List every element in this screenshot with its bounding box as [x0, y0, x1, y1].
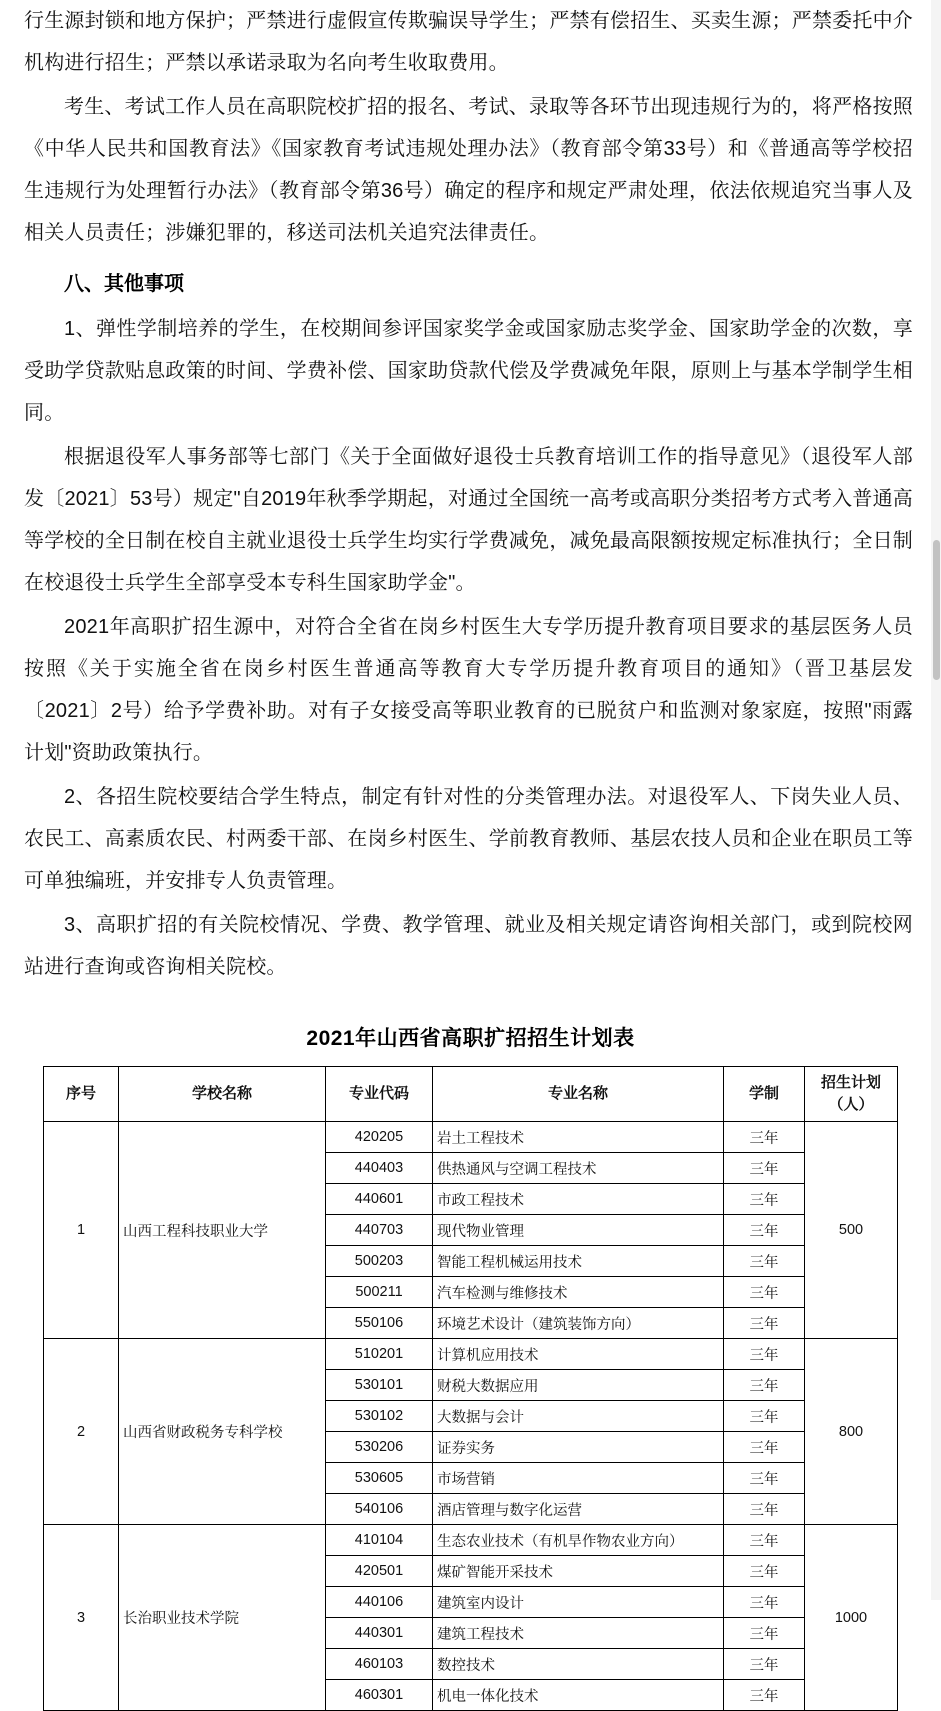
paragraph-continued: 行生源封锁和地方保护；严禁进行虚假宣传欺骗误导学生；严禁有偿招生、买卖生源；严禁委托中介机构进行招生；严禁以承诺录取为名向考生收取费用。 — [24, 10, 913, 74]
cell-major-name: 建筑室内设计 — [433, 1587, 724, 1618]
cell-major-name: 市场营销 — [433, 1463, 724, 1494]
cell-major-name: 岩土工程技术 — [433, 1122, 724, 1153]
cell-duration: 三年 — [724, 1556, 805, 1587]
enrollment-plan-table — [43, 1066, 898, 1711]
cell-duration: 三年 — [724, 1277, 805, 1308]
header-quota: 招生计划（人） — [805, 1067, 898, 1122]
item-3: 3、高职扩招的有关院校情况、学费、教学管理、就业及相关规定请咨询相关部门，或到院校网站进行查询或咨询相关院校。 — [24, 914, 913, 978]
cell-major-name: 建筑工程技术 — [433, 1618, 724, 1649]
cell-quota: 800 — [805, 1339, 898, 1525]
cell-major-name: 机电一体化技术 — [433, 1680, 724, 1711]
page-scrollbar[interactable] — [931, 0, 941, 1600]
cell-major-name: 汽车检测与维修技术 — [433, 1277, 724, 1308]
header-index: 序号 — [44, 1067, 119, 1122]
cell-duration: 三年 — [724, 1339, 805, 1370]
document-items — [0, 308, 941, 988]
cell-major-code: 500211 — [326, 1277, 433, 1308]
cell-duration: 三年 — [724, 1401, 805, 1432]
item-veterans-policy: 根据退役军人事务部等七部门《关于全面做好退役士兵教育培训工作的指导意见》（退役军人部发〔2021〕53号）规定"自2019年秋季学期起，对通过全国统一高考或高职分类招考方式考入普通高等学校的全日制在校自主就业退役士兵学生均实行学费减免，减免最高限额按规定标准执行；全日制在校退役士兵学生全部享受本专科生国家助学金"。 — [24, 446, 913, 594]
cell-duration: 三年 — [724, 1680, 805, 1711]
cell-major-name: 数控技术 — [433, 1649, 724, 1680]
cell-major-name: 大数据与会计 — [433, 1401, 724, 1432]
cell-major-code: 530206 — [326, 1432, 433, 1463]
cell-duration: 三年 — [724, 1122, 805, 1153]
cell-major-code: 440703 — [326, 1215, 433, 1246]
cell-major-code: 410104 — [326, 1525, 433, 1556]
header-duration: 学制 — [724, 1067, 805, 1122]
table-row — [44, 1339, 898, 1370]
header-major-name: 专业名称 — [433, 1067, 724, 1122]
cell-duration: 三年 — [724, 1649, 805, 1680]
section-heading-other-matters: 八、其他事项 — [64, 273, 184, 295]
cell-major-name: 煤矿智能开采技术 — [433, 1556, 724, 1587]
cell-duration: 三年 — [724, 1308, 805, 1339]
cell-school: 长治职业技术学院 — [119, 1525, 326, 1711]
table-title: 2021年山西省高职扩招招生计划表 — [306, 1027, 635, 1050]
cell-major-code: 460103 — [326, 1649, 433, 1680]
cell-major-code: 420501 — [326, 1556, 433, 1587]
cell-quota: 500 — [805, 1122, 898, 1339]
cell-major-code: 460301 — [326, 1680, 433, 1711]
item-1: 1、弹性学制培养的学生，在校期间参评国家奖学金或国家励志奖学金、国家助学金的次数，享受助学贷款贴息政策的时间、学费补偿、国家助贷款代偿及学费减免年限，原则上与基本学制学生相同。 — [24, 318, 913, 424]
cell-index: 1 — [44, 1122, 119, 1339]
cell-duration: 三年 — [724, 1432, 805, 1463]
cell-major-name: 生态农业技术（有机旱作物农业方向） — [433, 1525, 724, 1556]
cell-major-code: 530605 — [326, 1463, 433, 1494]
cell-major-name: 财税大数据应用 — [433, 1370, 724, 1401]
item-2: 2、各招生院校要结合学生特点，制定有针对性的分类管理办法。对退役军人、下岗失业人员、农民工、高素质农民、村两委干部、在岗乡村医生、学前教育教师、基层农技人员和企业在职员工等可单独编班，并安排专人负责管理。 — [24, 786, 913, 892]
cell-major-code: 510201 — [326, 1339, 433, 1370]
page-scrollbar-thumb[interactable] — [933, 540, 940, 680]
cell-major-name: 环境艺术设计（建筑装饰方向） — [433, 1308, 724, 1339]
cell-major-code: 440601 — [326, 1184, 433, 1215]
cell-major-name: 计算机应用技术 — [433, 1339, 724, 1370]
cell-duration: 三年 — [724, 1463, 805, 1494]
table-header-row — [44, 1067, 898, 1122]
cell-index: 3 — [44, 1525, 119, 1711]
table-row — [44, 1122, 898, 1153]
document-body — [0, 0, 941, 254]
cell-major-name: 酒店管理与数字化运营 — [433, 1494, 724, 1525]
paragraph-violations: 考生、考试工作人员在高职院校扩招的报名、考试、录取等各环节出现违规行为的，将严格按照《中华人民共和国教育法》《国家教育考试违规处理办法》（教育部令第33号）和《普通高等学校招生违规行为处理暂行办法》（教育部令第36号）确定的程序和规定严肃处理，依法依规追究当事人及相关人员责任；涉嫌犯罪的，移送司法机关追究法律责任。 — [24, 96, 913, 244]
cell-major-code: 530102 — [326, 1401, 433, 1432]
table-row — [44, 1525, 898, 1556]
cell-major-code: 440301 — [326, 1618, 433, 1649]
cell-school: 山西工程科技职业大学 — [119, 1122, 326, 1339]
cell-duration: 三年 — [724, 1587, 805, 1618]
cell-major-name: 智能工程机械运用技术 — [433, 1246, 724, 1277]
cell-duration: 三年 — [724, 1525, 805, 1556]
cell-major-code: 530101 — [326, 1370, 433, 1401]
cell-quota: 1000 — [805, 1525, 898, 1711]
cell-major-name: 市政工程技术 — [433, 1184, 724, 1215]
cell-major-code: 500203 — [326, 1246, 433, 1277]
cell-duration: 三年 — [724, 1215, 805, 1246]
cell-school: 山西省财政税务专科学校 — [119, 1339, 326, 1525]
item-village-doctors-policy: 2021年高职扩招生源中，对符合全省在岗乡村医生大专学历提升教育项目要求的基层医务人员按照《关于实施全省在岗乡村医生普通高等教育大专学历提升教育项目的通知》（晋卫基层发〔2021〕2号）给予学费补助。对有子女接受高等职业教育的已脱贫户和监测对象家庭，按照"雨露计划"资助政策执行。 — [24, 616, 913, 764]
cell-major-code: 440403 — [326, 1153, 433, 1184]
cell-major-name: 证券实务 — [433, 1432, 724, 1463]
cell-duration: 三年 — [724, 1618, 805, 1649]
cell-major-code: 540106 — [326, 1494, 433, 1525]
cell-duration: 三年 — [724, 1153, 805, 1184]
header-school: 学校名称 — [119, 1067, 326, 1122]
cell-major-code: 420205 — [326, 1122, 433, 1153]
cell-duration: 三年 — [724, 1246, 805, 1277]
cell-major-name: 现代物业管理 — [433, 1215, 724, 1246]
cell-duration: 三年 — [724, 1494, 805, 1525]
cell-index: 2 — [44, 1339, 119, 1525]
cell-major-code: 440106 — [326, 1587, 433, 1618]
cell-duration: 三年 — [724, 1370, 805, 1401]
header-major-code: 专业代码 — [326, 1067, 433, 1122]
cell-major-code: 550106 — [326, 1308, 433, 1339]
cell-major-name: 供热通风与空调工程技术 — [433, 1153, 724, 1184]
cell-duration: 三年 — [724, 1184, 805, 1215]
